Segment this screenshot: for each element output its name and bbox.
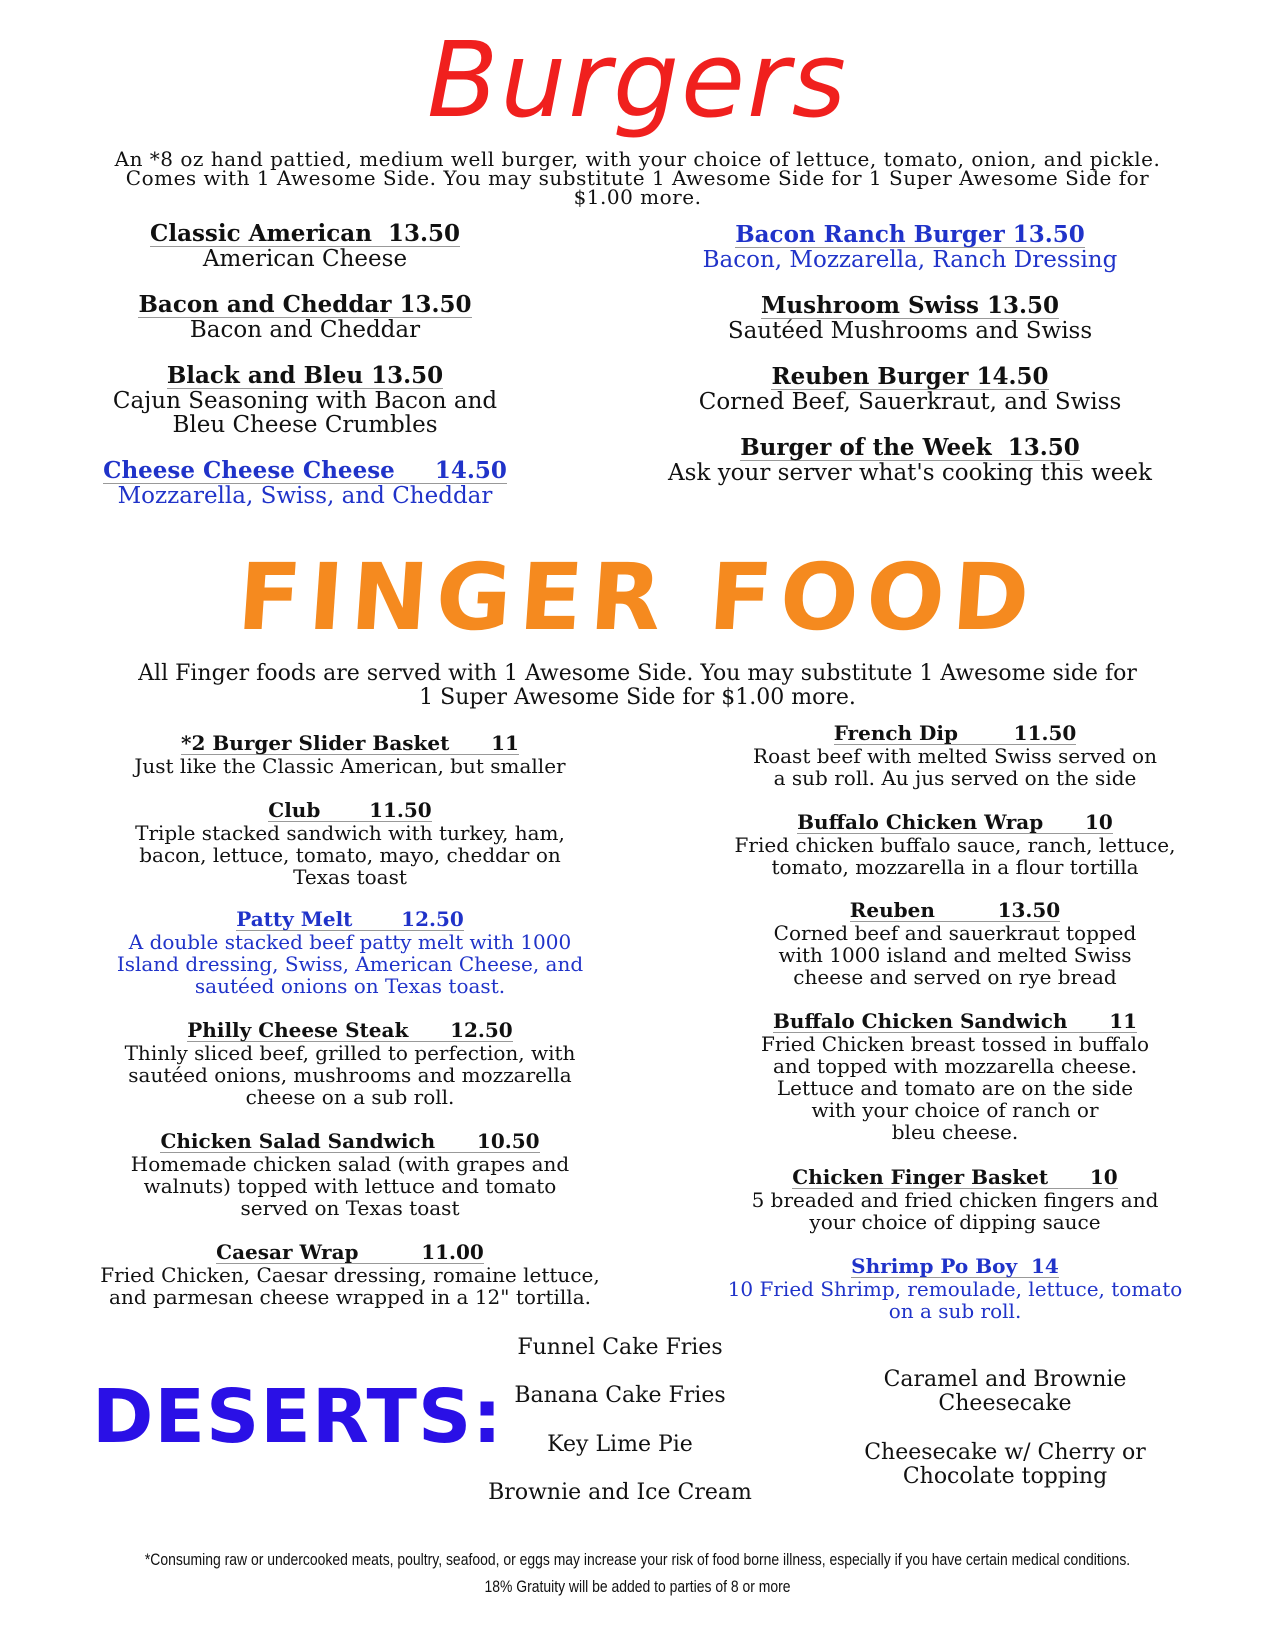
finger-food-item: [60, 1130, 640, 1219]
item-description: Cajun Seasoning with Bacon and Bleu Cheese Crumbles: [112, 388, 498, 438]
burger-item: [70, 222, 540, 271]
item-name: Reuben 13.50: [849, 898, 1061, 922]
finger-food-item: [670, 1255, 1240, 1322]
item-description: A double stacked beef patty melt with 1000 Island dressing, Swiss, American Cheese, and sautéed onions on Texas toast.: [116, 930, 584, 998]
burger-item: [625, 223, 1195, 272]
item-description: Ask your server what's cooking this week: [668, 460, 1152, 486]
finger-food-item: [60, 732, 640, 777]
item-description: Triple stacked sandwich with turkey, ham, bacon, lettuce, tomato, mayo, cheddar on Texas toast: [135, 821, 565, 889]
item-name: Chicken Finger Basket 10: [792, 1165, 1118, 1189]
finger-food-item: [60, 1019, 640, 1108]
finger-food-item: [60, 799, 640, 888]
item-name: Classic American 13.50: [150, 220, 460, 247]
item-name: Buffalo Chicken Wrap 10: [797, 810, 1113, 834]
finger-food-intro: All Finger foods are served with 1 Awesome Side. You may substitute 1 Awesome side for 1 Super Awesome Side for $1.00 more.: [138, 661, 1137, 710]
burger-item: [70, 364, 540, 437]
item-name: Cheese Cheese Cheese 14.50: [103, 457, 507, 484]
dessert-item: Banana Cake Fries: [514, 1383, 726, 1408]
item-description: Bacon and Cheddar: [189, 317, 421, 343]
item-name: Mushroom Swiss 13.50: [760, 292, 1060, 319]
item-description: Just like the Classic American, but smaller: [134, 754, 566, 778]
finger-food-item: [60, 908, 640, 997]
item-name: Black and Bleu 13.50: [166, 362, 444, 389]
burgers-intro: An *8 oz hand pattied, medium well burger, with your choice of lettuce, tomato, onion, and pickle. Comes with 1 Awesome Side. You may substitute 1 Awesome Side for 1 Super Awesome Side for $1.00 more.: [114, 147, 1161, 209]
item-description: Roast beef with melted Swiss served on a sub roll. Au jus served on the side: [753, 744, 1157, 790]
dessert-item: Key Lime Pie: [547, 1432, 693, 1457]
burger-item: [625, 365, 1195, 414]
item-description: Fried chicken buffalo sauce, ranch, lettuce, tomato, mozzarella in a flour tortilla: [734, 833, 1176, 879]
burger-item: [70, 293, 540, 342]
deserts-heading: DESERTS:: [92, 1374, 503, 1460]
item-description: Sautéed Mushrooms and Swiss: [727, 318, 1093, 344]
item-description: Fried Chicken breast tossed in buffalo and topped with mozzarella cheese. Lettuce and tomato are on the side with your choice of ranch or bleu cheese.: [760, 1032, 1150, 1144]
item-name: Club 11.50: [268, 798, 432, 822]
item-description: Corned Beef, Sauerkraut, and Swiss: [698, 389, 1122, 415]
item-name: Burger of the Week 13.50: [740, 434, 1080, 461]
finger-food-item: [690, 1010, 1220, 1143]
item-description: Thinly sliced beef, grilled to perfection, with sautéed onions, mushrooms and mozzarella cheese on a sub roll.: [124, 1041, 576, 1109]
item-name: Bacon and Cheddar 13.50: [138, 291, 472, 318]
dessert-item: Cheesecake w/ Cherry or Chocolate topping: [864, 1440, 1146, 1489]
finger-food-item: [690, 899, 1220, 988]
burgers-heading: Burgers: [427, 19, 848, 141]
item-name: Shrimp Po Boy 14: [851, 1254, 1059, 1278]
item-description: Fried Chicken, Caesar dressing, romaine lettuce, and parmesan cheese wrapped in a 12" tortilla.: [100, 1263, 600, 1309]
burger-item: [625, 436, 1195, 485]
finger-food-item: [60, 1241, 640, 1308]
item-name: Chicken Salad Sandwich 10.50: [160, 1129, 540, 1153]
item-name: Patty Melt 12.50: [236, 907, 464, 931]
item-name: French Dip 11.50: [833, 721, 1077, 745]
item-description: 10 Fried Shrimp, remoulade, lettuce, tomato on a sub roll.: [727, 1277, 1183, 1323]
item-name: Buffalo Chicken Sandwich 11: [772, 1009, 1138, 1033]
item-description: Corned beef and sauerkraut topped with 1000 island and melted Swiss cheese and served on rye bread: [773, 921, 1137, 989]
item-name: Reuben Burger 14.50: [771, 363, 1049, 390]
finger-food-heading: FINGER FOOD: [234, 544, 1041, 651]
item-description: American Cheese: [202, 246, 408, 272]
burger-item: [70, 459, 540, 508]
item-name: Caesar Wrap 11.00: [216, 1240, 484, 1264]
finger-food-item: [690, 811, 1220, 878]
food-safety-warning: *Consuming raw or undercooked meats, poultry, seafood, or eggs may increase your risk of food borne illness, especially if you have certain medical conditions.: [144, 1550, 1131, 1569]
burger-item: [625, 294, 1195, 343]
item-description: 5 breaded and fried chicken fingers and your choice of dipping sauce: [751, 1188, 1159, 1234]
item-description: Homemade chicken salad (with grapes and walnuts) topped with lettuce and tomato served on Texas toast: [130, 1152, 570, 1220]
gratuity-note: 18% Gratuity will be added to parties of 8 or more: [484, 1577, 791, 1596]
finger-food-item: [690, 722, 1220, 789]
dessert-item: Funnel Cake Fries: [517, 1335, 723, 1360]
item-name: Bacon Ranch Burger 13.50: [735, 221, 1085, 248]
item-name: *2 Burger Slider Basket 11: [181, 731, 519, 755]
finger-food-item: [690, 1166, 1220, 1233]
item-description: Bacon, Mozzarella, Ranch Dressing: [702, 247, 1118, 273]
dessert-item: Brownie and Ice Cream: [488, 1480, 752, 1505]
dessert-item: Caramel and Brownie Cheesecake: [883, 1367, 1127, 1416]
item-description: Mozzarella, Swiss, and Cheddar: [117, 483, 493, 509]
item-name: Philly Cheese Steak 12.50: [187, 1018, 513, 1042]
